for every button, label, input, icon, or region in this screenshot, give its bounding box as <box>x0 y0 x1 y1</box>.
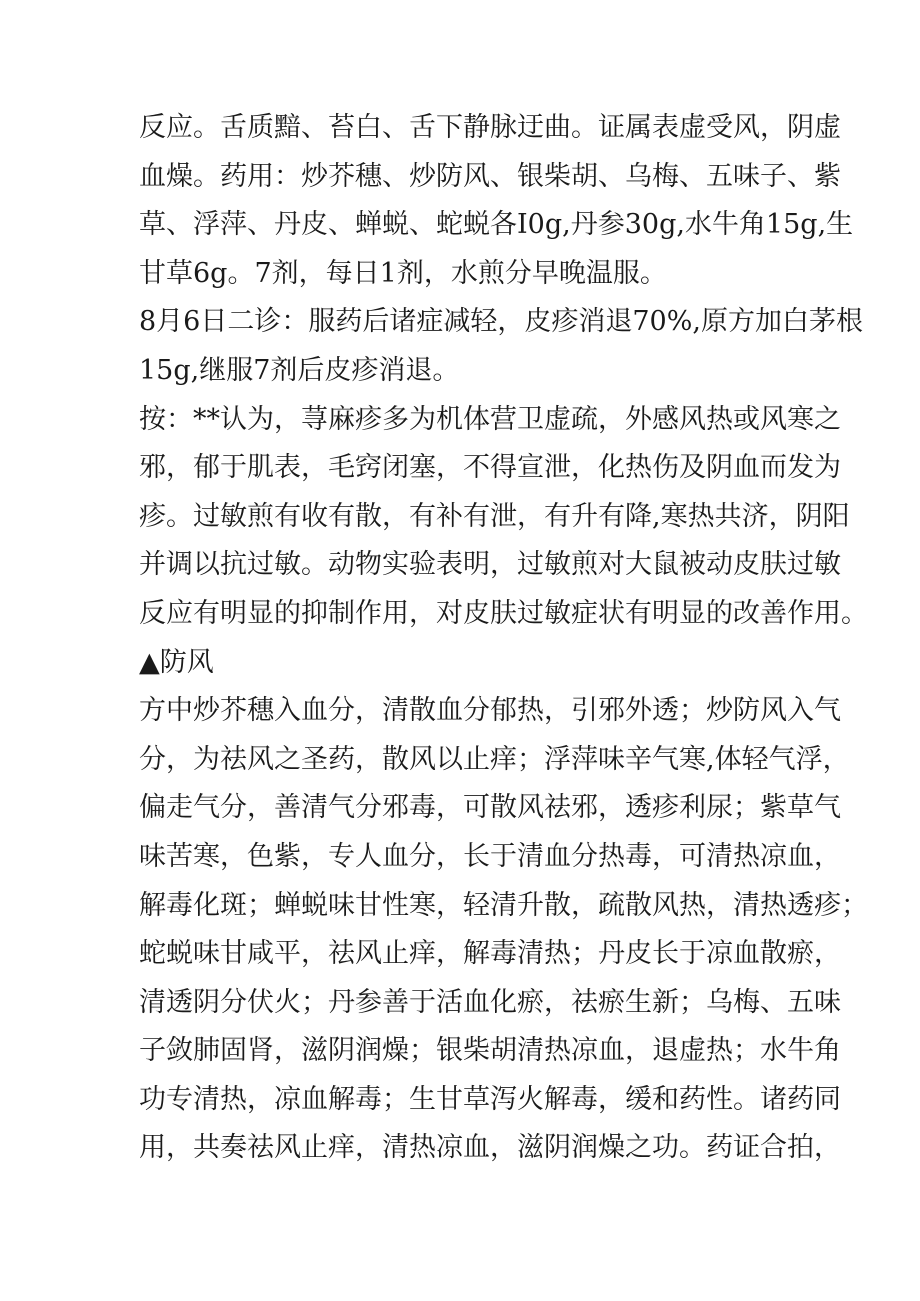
text-line: 按：**认为，荨麻疹多为机体营卫虚疏，外感风热或风寒之 <box>139 403 841 435</box>
text-line: 血燥。药用：炒芥穗、炒防风、银柴胡、乌梅、五味子、紫 <box>139 160 841 192</box>
section-heading: ▲防风 <box>139 646 214 678</box>
document-body <box>139 104 868 1173</box>
text-line: 反应有明显的抑制作用，对皮肤过敏症状有明显的改善作用。 <box>139 597 868 629</box>
text-line: 甘草6g。7剂，每日1剂，水煎分早晚温服。 <box>139 257 667 289</box>
text-line: 偏走气分，善清气分邪毒，可散风祛邪，透疹利尿；紫草气 <box>139 792 841 824</box>
text-line: 味苦寒，色紫，专人血分，长于清血分热毒，可清热凉血， <box>139 840 841 872</box>
text-line: 15g,继服7剂后皮疹消退。 <box>139 354 460 386</box>
text-line: 疹。过敏煎有收有散，有补有泄，有升有降,寒热共济，阴阳 <box>139 500 850 532</box>
text-line: 草、浮萍、丹皮、蝉蜕、蛇蜕各I0g,丹参30g,水牛角15g,生 <box>139 209 854 241</box>
text-line: 解毒化斑；蝉蜕味甘性寒，轻清升散，疏散风热，清热透疹； <box>139 889 868 921</box>
text-line: 功专清热，凉血解毒；生甘草泻火解毒，缓和药性。诸药同 <box>139 1083 841 1115</box>
text-line: 子敛肺固肾，滋阴润燥；银柴胡清热凉血，退虚热；水牛角 <box>139 1035 841 1067</box>
text-line: 反应。舌质黯、苔白、舌下静脉迂曲。证属表虚受风，阴虚 <box>139 112 841 143</box>
text-line: 分，为祛风之圣药，散风以止痒；浮萍味辛气寒,体轻气浮， <box>139 743 850 775</box>
text-line: 方中炒芥穗入血分，清散血分郁热，引邪外透；炒防风入气 <box>139 695 841 727</box>
text-line: 并调以抗过敏。动物实验表明，过敏煎对大鼠被动皮肤过敏 <box>139 549 841 581</box>
text-line: 用，共奏祛风止痒，清热凉血，滋阴润燥之功。药证合拍， <box>139 1132 841 1164</box>
text-line: 清透阴分伏火；丹参善于活血化瘀，祛瘀生新；乌梅、五味 <box>139 986 841 1018</box>
text-line: 8月6日二诊：服药后诸症减轻，皮疹消退70%,原方加白茅根 <box>139 306 863 338</box>
text-line: 邪，郁于肌表，毛窍闭塞，不得宣泄，化热伤及阴血而发为 <box>139 452 841 484</box>
text-line: 蛇蜕味甘咸平，祛风止痒，解毒清热；丹皮长于凉血散瘀， <box>139 938 841 970</box>
